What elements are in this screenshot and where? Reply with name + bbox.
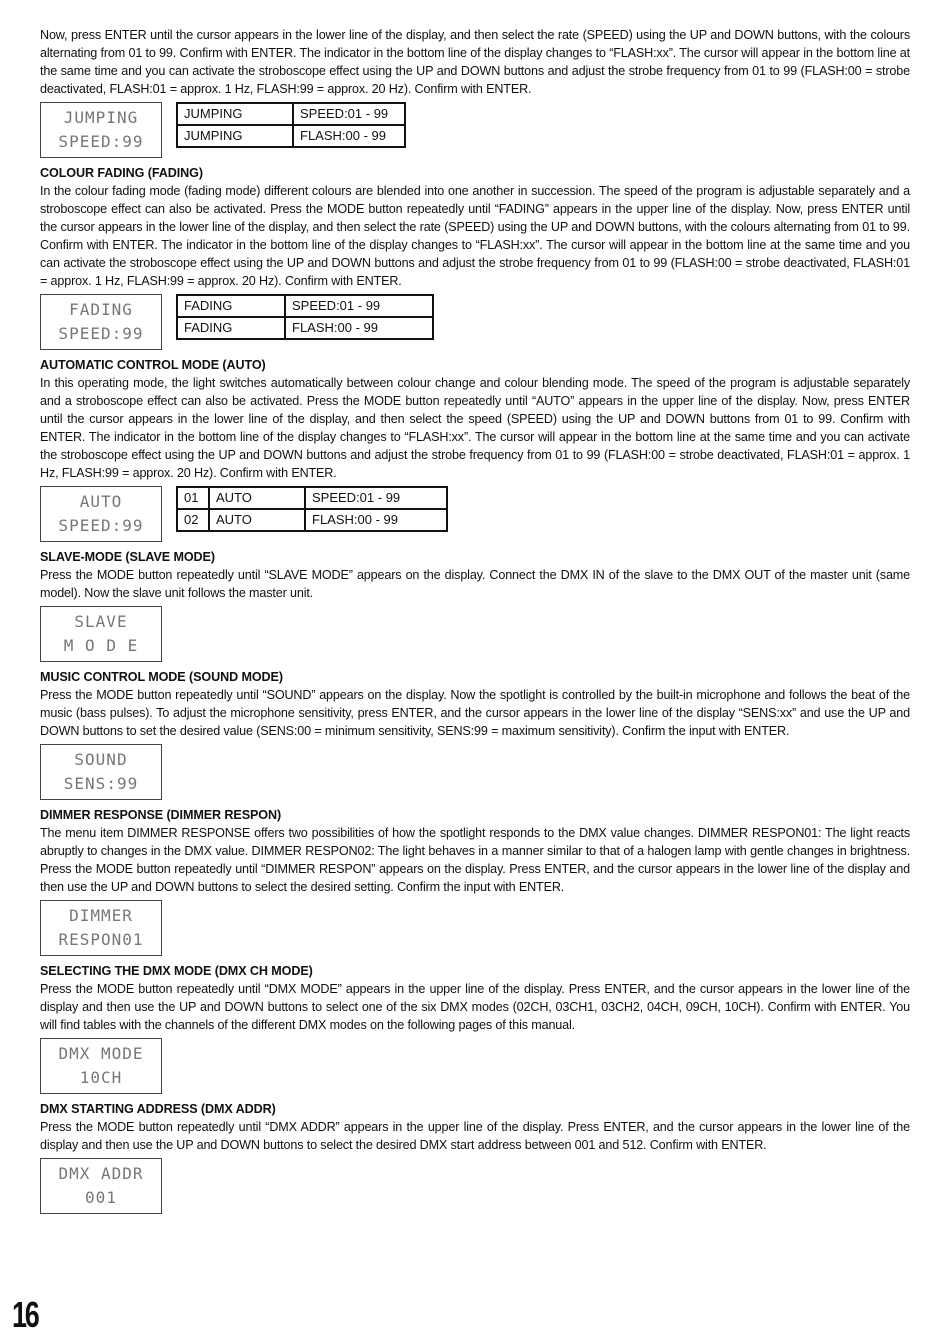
table-row: [177, 125, 405, 147]
lcd-line-1: AUTO: [79, 492, 123, 511]
section-auto: [40, 356, 910, 542]
section-paragraph: Press the MODE button repeatedly until “DMX MODE” appears in the upper line of the display. Press ENTER, and the cursor appears in the lower line of the display and then use the UP and DOWN buttons to select one of the six DMX modes (02CH, 03CH1, 03CH2, 04CH, 09CH, 10CH). Confirm with ENTER. You will find tables with the channels of the different DMX modes on the following pages of this manual.: [40, 982, 910, 1032]
table-cell: SPEED:01 - 99: [293, 103, 405, 125]
lcd-line-1: DIMMER: [69, 906, 133, 925]
lcd-line-2: 10CH: [79, 1068, 123, 1087]
lcd-display-dmx-mode: [40, 1038, 162, 1094]
manual-page: [40, 26, 910, 1220]
lcd-line-1: JUMPING: [63, 108, 139, 127]
section-dimmer: [40, 806, 910, 956]
table-cell: 01: [177, 487, 209, 509]
section-slave: [40, 548, 910, 662]
table-cell: FADING: [177, 317, 285, 339]
sound-display-row: [40, 744, 910, 800]
lcd-display-dmx-addr: [40, 1158, 162, 1214]
section-heading: SLAVE-MODE (SLAVE MODE): [40, 550, 215, 564]
page-number: 16: [12, 1294, 38, 1335]
section-paragraph: Press the MODE button repeatedly until “SLAVE MODE” appears on the display. Connect the DMX IN of the slave to the DMX OUT of the master unit (same model). Now the slave unit follows the master unit.: [40, 568, 910, 600]
fading-display-row: [40, 294, 910, 350]
section-dmx-addr: [40, 1100, 910, 1214]
table-row: [177, 295, 433, 317]
lcd-line-1: SLAVE: [74, 612, 128, 631]
dimmer-display-row: [40, 900, 910, 956]
fading-settings-table: [176, 294, 434, 340]
intro-paragraph: Now, press ENTER until the cursor appears in the lower line of the display, and then select the rate (SPEED) using the UP and DOWN buttons, with the colours alternating from 01 to 99. Confirm with ENTER. The indicator in the bottom line of the display changes to “FLASH:xx”. The cursor will appear in the bottom line at the same time and you can activate the stroboscope effect using the UP and DOWN buttons and adjust the strobe frequency from 01 to 99 (FLASH:00 = strobe deactivated, FLASH:01 = approx. 1 Hz, FLASH:99 = approx. 20 Hz). Confirm with ENTER.: [40, 28, 910, 96]
lcd-line-2: SPEED:99: [58, 516, 144, 535]
slave-display-row: [40, 606, 910, 662]
lcd-line-2: 001: [85, 1188, 117, 1207]
section-heading: COLOUR FADING (FADING): [40, 166, 203, 180]
table-row: [177, 103, 405, 125]
lcd-display-sound: [40, 744, 162, 800]
section-heading: MUSIC CONTROL MODE (SOUND MODE): [40, 670, 283, 684]
table-cell: 02: [177, 509, 209, 531]
table-cell: FLASH:00 - 99: [305, 509, 447, 531]
table-row: [177, 317, 433, 339]
section-fading: [40, 164, 910, 350]
table-cell: FLASH:00 - 99: [293, 125, 405, 147]
table-cell: FLASH:00 - 99: [285, 317, 433, 339]
jumping-settings-table: [176, 102, 406, 148]
table-row: [177, 487, 447, 509]
table-cell: JUMPING: [177, 103, 293, 125]
section-heading: SELECTING THE DMX MODE (DMX CH MODE): [40, 964, 313, 978]
lcd-line-1: DMX MODE: [58, 1044, 144, 1063]
auto-settings-table: [176, 486, 448, 532]
lcd-display-fading: [40, 294, 162, 350]
lcd-line-2: SPEED:99: [58, 324, 144, 343]
section-paragraph: Press the MODE button repeatedly until “SOUND” appears on the display. Now the spotlight is controlled by the built-in microphone and follows the beat of the music (bass pulses). To adjust the microphone sensitivity, press ENTER, and the cursor appears in the lower line of the display “SENS:xx” and use the UP and DOWN buttons to set the desired value (SENS:00 = minimum sensitivity, SENS:99 = maximum sensitivity). Confirm the input with ENTER.: [40, 688, 910, 738]
jumping-display-row: [40, 102, 910, 158]
lcd-line-2: SENS:99: [63, 774, 139, 793]
lcd-line-1: DMX ADDR: [58, 1164, 144, 1183]
dmx-mode-display-row: [40, 1038, 910, 1094]
table-cell: AUTO: [209, 509, 305, 531]
lcd-display-slave: [40, 606, 162, 662]
lcd-display-jumping: [40, 102, 162, 158]
table-row: [177, 509, 447, 531]
section-heading: DMX STARTING ADDRESS (DMX ADDR): [40, 1102, 276, 1116]
section-heading: AUTOMATIC CONTROL MODE (AUTO): [40, 358, 266, 372]
lcd-line-2: RESPON01: [58, 930, 144, 949]
lcd-line-1: SOUND: [74, 750, 128, 769]
section-paragraph: Press the MODE button repeatedly until “DMX ADDR” appears in the upper line of the display. Press ENTER, and the cursor appears in the lower line of the display and then use the UP and DOWN buttons to select the desired DMX start address between 001 and 512. Confirm with ENTER.: [40, 1120, 910, 1152]
table-cell: SPEED:01 - 99: [305, 487, 447, 509]
lcd-display-auto: [40, 486, 162, 542]
section-heading: DIMMER RESPONSE (DIMMER RESPON): [40, 808, 282, 822]
auto-display-row: [40, 486, 910, 542]
lcd-display-dimmer: [40, 900, 162, 956]
dmx-addr-display-row: [40, 1158, 910, 1214]
table-cell: JUMPING: [177, 125, 293, 147]
section-paragraph: In the colour fading mode (fading mode) different colours are blended into one another in succession. The speed of the program is adjustable separately and a stroboscope effect can also be activated. Press the MODE button repeatedly until “FADING” appears in the upper line of the display. Now, press ENTER until the cursor appears in the lower line of the display, and then select the rate (SPEED) using the UP and DOWN buttons, with the colours alternating from 01 to 99. Confirm with ENTER. The indicator in the bottom line of the display changes to “FLASH:xx”. The cursor will appear in the bottom line at the same time and you can activate the stroboscope effect using the UP and DOWN buttons and adjust the strobe frequency from 01 to 99 (FLASH:00 = strobe deactivated, FLASH:01 = approx. 1 Hz, FLASH:99 = approx. 20 Hz). Confirm with ENTER.: [40, 184, 910, 288]
section-dmx-mode: [40, 962, 910, 1094]
lcd-line-1: FADING: [69, 300, 133, 319]
table-cell: AUTO: [209, 487, 305, 509]
lcd-line-2: SPEED:99: [58, 132, 144, 151]
section-sound: [40, 668, 910, 800]
section-paragraph: The menu item DIMMER RESPONSE offers two possibilities of how the spotlight responds to the DMX value changes. DIMMER RESPON01: The light reacts abruptly to changes in the DMX value. DIMMER RESPON02: The light behaves in a manner similar to that of a halogen lamp with gentle changes in brightness. Press the MODE button repeatedly until “DIMMER RESPON” appears on the display. Press ENTER, and the cursor appears in the lower line of the display and then use the UP and DOWN buttons to select the desired setting. Confirm the input with ENTER.: [40, 826, 910, 894]
table-cell: SPEED:01 - 99: [285, 295, 433, 317]
section-paragraph: In this operating mode, the light switches automatically between colour change and colour blending mode. The speed of the program is adjustable separately and a stroboscope effect can also be activated. Press the MODE button repeatedly until “AUTO” appears in the upper line of the display. Now, press ENTER until the cursor appears in the lower line of the display, and then select the speed (SPEED) using the UP and DOWN buttons from 01 to 99. Confirm with ENTER. The indicator in the bottom line of the display changes to “FLASH:xx”. The cursor will appear in the bottom line at the same time and you can activate the stroboscope effect using the UP and DOWN buttons and adjust the strobe frequency from 01 to 99 (FLASH:00 = strobe deactivated, FLASH:01 = approx. 1 Hz, FLASH:99 = approx. 20 Hz). Confirm with ENTER.: [40, 376, 910, 480]
lcd-line-2: M O D E: [63, 636, 139, 655]
table-cell: FADING: [177, 295, 285, 317]
